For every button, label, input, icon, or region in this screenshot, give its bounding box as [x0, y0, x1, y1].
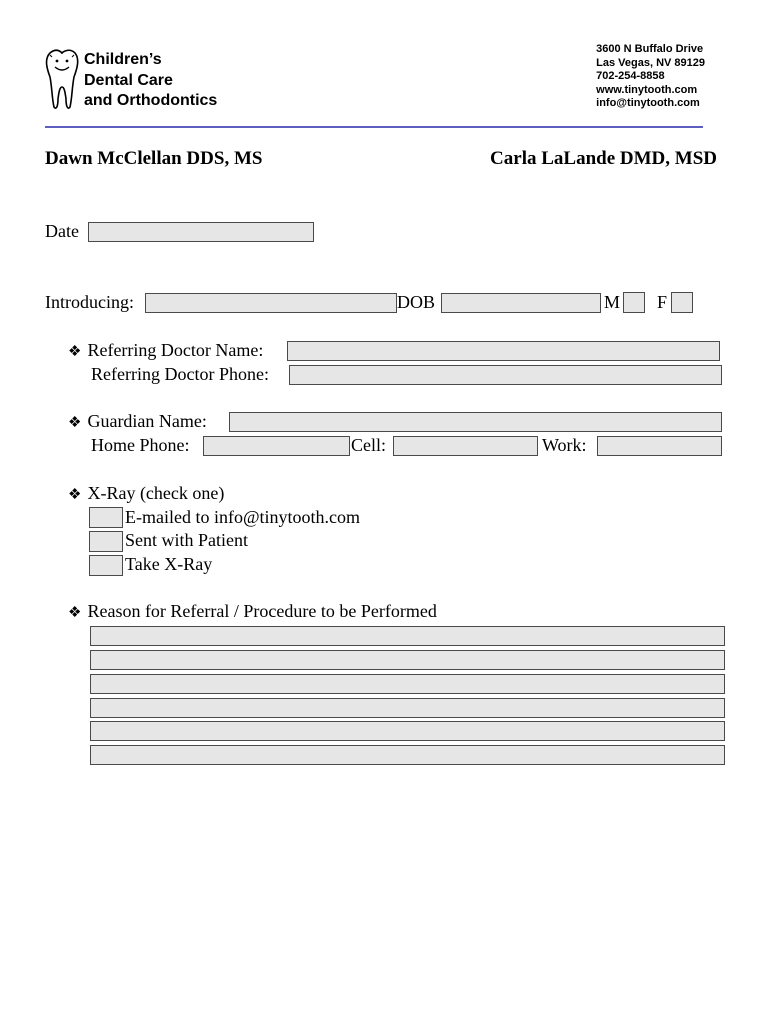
practice-name — [84, 50, 217, 112]
bullet-icon: ❖ — [68, 415, 82, 431]
introducing-label: Introducing: — [45, 292, 134, 312]
reason-line-2[interactable] — [90, 650, 725, 670]
dob-label: DOB — [397, 292, 436, 312]
practice-name-line3: and Orthodontics — [84, 92, 218, 109]
cell-field[interactable] — [393, 436, 538, 456]
xray-emailed-label: E-mailed to info@tinytooth.com — [125, 507, 361, 527]
xray-take-label: Take X-Ray — [125, 554, 213, 574]
header-divider — [45, 126, 703, 128]
referring-phone-label: Referring Doctor Phone: — [91, 364, 269, 384]
date-field[interactable] — [88, 222, 314, 242]
reason-line-1[interactable] — [90, 626, 725, 646]
introducing-field[interactable] — [145, 293, 397, 313]
dob-field[interactable] — [441, 293, 601, 313]
male-label: M — [604, 292, 621, 312]
reason-line-6[interactable] — [90, 745, 725, 765]
doctor-right: Carla LaLande DMD, MSD — [490, 148, 717, 169]
work-field[interactable] — [597, 436, 722, 456]
reason-line-5[interactable] — [90, 721, 725, 741]
referring-name-label: Referring Doctor Name: — [87, 340, 264, 360]
practice-logo — [44, 47, 80, 111]
bullet-icon: ❖ — [68, 344, 82, 360]
reason-line-4[interactable] — [90, 698, 725, 718]
female-label: F — [657, 292, 668, 312]
xray-take-checkbox[interactable] — [89, 555, 123, 576]
website-link[interactable]: www.tinytooth.com — [596, 83, 698, 96]
xray-sent-checkbox[interactable] — [89, 531, 123, 552]
xray-sent-label: Sent with Patient — [125, 530, 248, 550]
referring-phone-field[interactable] — [289, 365, 722, 385]
referring-name-row — [68, 340, 263, 362]
contact-info — [596, 43, 705, 111]
guardian-name-field[interactable] — [229, 412, 722, 432]
home-phone-label: Home Phone: — [91, 435, 190, 455]
email-link[interactable]: info@tinytooth.com — [596, 97, 700, 110]
address-line1: 3600 N Buffalo Drive — [596, 43, 704, 55]
guardian-name-label: Guardian Name: — [87, 411, 207, 431]
cell-label: Cell: — [351, 435, 386, 455]
bullet-icon: ❖ — [68, 487, 82, 503]
practice-name-line2: Dental Care — [84, 71, 173, 89]
xray-emailed-checkbox[interactable] — [89, 507, 123, 528]
xray-label: X-Ray (check one) — [87, 483, 225, 503]
male-checkbox[interactable] — [623, 292, 645, 313]
xray-row — [68, 483, 224, 505]
date-label: Date — [45, 221, 79, 241]
tooth-icon — [44, 47, 80, 111]
home-phone-field[interactable] — [203, 436, 350, 456]
phone-number: 702-254-8858 — [596, 70, 665, 83]
practice-name-line1: Children’s — [84, 51, 162, 68]
reason-row — [68, 601, 437, 623]
female-checkbox[interactable] — [671, 292, 693, 313]
guardian-name-row — [68, 411, 207, 433]
bullet-icon: ❖ — [68, 605, 82, 621]
doctor-left: Dawn McClellan DDS, MS — [45, 148, 263, 169]
reason-line-3[interactable] — [90, 674, 725, 694]
address-line2: Las Vegas, NV 89129 — [596, 56, 705, 69]
referring-name-field[interactable] — [287, 341, 720, 361]
work-label: Work: — [542, 435, 587, 455]
reason-label: Reason for Referral / Procedure to be Performed — [87, 601, 437, 621]
